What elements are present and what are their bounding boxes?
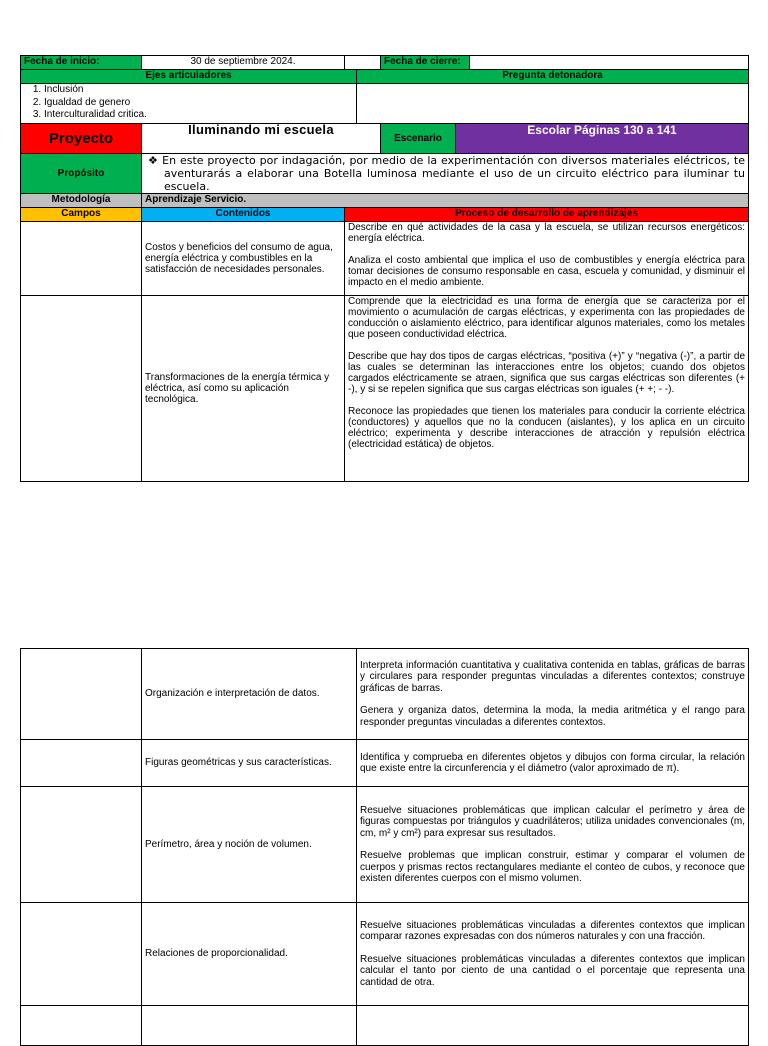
contenido-cell: Relaciones de proporcionalidad. (142, 903, 357, 1006)
campo-cell (21, 649, 142, 740)
scenario-value: Escolar Páginas 130 a 141 (456, 124, 749, 154)
end-date-value (470, 56, 749, 70)
start-date-label: Fecha de inicio: (21, 56, 142, 70)
campo-cell (21, 296, 142, 482)
contenido-cell: Organización e interpretación de datos. (142, 649, 357, 740)
campos-header: Campos (21, 208, 142, 222)
purpose-label: Propósito (21, 154, 142, 194)
contenido-cell: Figuras geométricas y sus características. (142, 740, 357, 787)
planning-table (20, 55, 749, 482)
campo-cell (21, 903, 142, 1006)
campo-cell (21, 222, 142, 296)
proceso-header: Proceso de desarrollo de aprendizajes (345, 208, 749, 222)
eje-item: 2. Igualdad de genero (44, 97, 353, 110)
contenidos-header: Contenidos (142, 208, 345, 222)
end-date-label: Fecha de cierre: (381, 56, 470, 70)
proceso-cell: Identifica y comprueba en diferentes objetos y dibujos con forma circular, la relación que existe entre la circunferencia y el diámetro (valor aproximado de π). (357, 740, 749, 787)
methodology-value: Aprendizaje Servicio. (142, 194, 749, 208)
ejes-header: Ejes articuladores (21, 70, 357, 84)
proceso-cell: Describe en qué actividades de la casa y la escuela, se utilizan recursos energéticos: energía eléctrica. Analiza el costo ambiental que implica el uso de combustibles y energía eléctrica para tomar decisiones de consumo responsable en casa, escuela y comunidad, y disminuir el impacto en el medio ambiente. (345, 222, 749, 296)
proceso-cell: Resuelve situaciones problemáticas que implican calcular el perímetro y área de figuras compuestas por triángulos y cuadriláteros; utiliza unidades convencionales (m, cm, m² y cm²) para expresar sus resultados. Resuelve problemas que implican construir, estimar y comparar el volumen de cuerpos y prismas rectos rectangulares mediante el conteo de cubos, y reconoce que existen diferentes cuerpos con el mismo volumen. (357, 787, 749, 903)
pregunta-value (357, 84, 749, 124)
pregunta-header: Pregunta detonadora (357, 70, 749, 84)
proceso-cell: Interpreta información cuantitativa y cualitativa contenida en tablas, gráficas de barras y circulares para responder preguntas vinculadas a diferentes contextos; construye gráficas de barras. Genera y organiza datos, determina la moda, la media aritmética y el rango para responder preguntas vinculadas a diferentes contextos. (357, 649, 749, 740)
contenido-cell: Costos y beneficios del consumo de agua, energía eléctrica y combustibles en la satisfacción de necesidades personales. (142, 222, 345, 296)
contenido-cell (142, 1006, 357, 1046)
contenido-cell: Perímetro, área y noción de volumen. (142, 787, 357, 903)
eje-item: 3. Interculturalidad critica. (44, 109, 353, 122)
methodology-label: Metodología (21, 194, 142, 208)
scenario-label: Escenario (381, 124, 456, 154)
campo-cell (21, 1006, 142, 1046)
proceso-cell: Resuelve situaciones problemáticas vinculadas a diferentes contextos que implican comparar razones expresadas con dos números naturales y con una fracción. Resuelve situaciones problemáticas vinculadas a diferentes contextos que implican calcular el tanto por ciento de una cantidad o el porcentaje que representa una cantidad de otra. (357, 903, 749, 1006)
bullet-icon: ❖ (148, 154, 159, 167)
ejes-list (21, 84, 357, 124)
contenido-cell: Transformaciones de la energía térmica y eléctrica, así como su aplicación tecnológica. (142, 296, 345, 482)
project-title: Iluminando mi escuela (142, 124, 381, 154)
campo-cell (21, 787, 142, 903)
campo-cell (21, 740, 142, 787)
project-label: Proyecto (21, 124, 142, 154)
proceso-cell: Comprende que la electricidad es una forma de energía que se caracteriza por el movimiento o acumulación de cargas eléctricas, y experimenta con las propiedades de conducción o aislamiento eléctrico, para identificar algunos materiales, como los metales que poseen conductividad eléctrica. Describe que hay dos tipos de cargas eléctricas, “positiva (+)” y “negativa (-)”, a partir de las cuales se determinan las interacciones entre los objetos; cuando dos objetos cargados eléctricamente se atraen, significa que sus cargas eléctricas son diferentes (+ -), y si se repelen significa que sus cargas eléctricas son iguales (+ +; - -). Reconoce las propiedades que tienen los materiales para conducir la corriente eléctrica (conductores) y aquellos que no la conducen (aislantes), y los aplica en un circuito eléctrico; experimenta y describe interacciones de atracción y repulsión eléctrica (electricidad estática) de objetos. (345, 296, 749, 482)
start-date-value: 30 de septiembre 2024. (142, 56, 345, 70)
proceso-cell (357, 1006, 749, 1046)
continuation-table (20, 648, 749, 1046)
purpose-text: ❖ En este proyecto por indagación, por medio de la experimentación con diversos materiales eléctricos, te aventurarás a elaborar una Botella luminosa mediante el uso de un circuito eléctrico para iluminar tu escuela. (142, 154, 749, 194)
eje-item: 1. Inclusión (44, 84, 353, 97)
